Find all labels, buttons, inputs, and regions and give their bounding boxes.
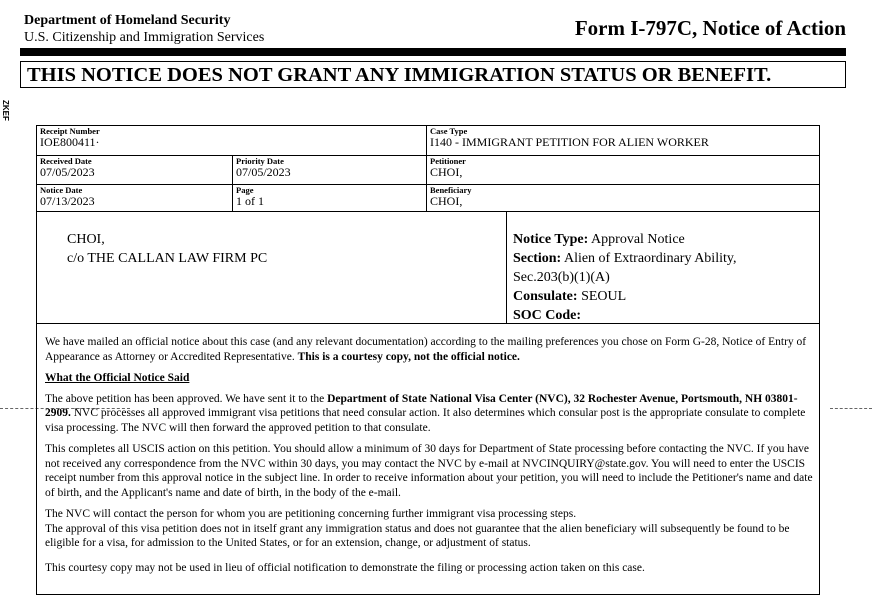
beneficiary-value: CHOI,: [430, 194, 463, 208]
form-title: Form I-797C, Notice of Action: [574, 16, 846, 40]
page-label: Page: [236, 185, 254, 195]
notice-info: [513, 230, 736, 325]
soc-code-label: SOC Code:: [513, 308, 582, 323]
paragraph-mailing: [45, 335, 813, 364]
header-rule: [20, 48, 846, 56]
side-mark: ZKEF: [1, 100, 10, 121]
received-date-label: Received Date: [40, 156, 92, 166]
paragraph-courtesy-copy: This courtesy copy may not be used in lieu of official notification to demonstrate the filing or processing action taken on this case.: [45, 561, 645, 574]
petitioner-label: Petitioner: [430, 156, 466, 166]
notice-date-label: Notice Date: [40, 185, 83, 195]
case-type-cell: [427, 126, 819, 156]
notice-box: [36, 125, 820, 595]
subagency-name: U.S. Citizenship and Immigration Services: [24, 30, 265, 45]
receipt-number-value: IOE800411·: [40, 135, 100, 149]
page-cell: [233, 185, 427, 212]
consulate-label: Consulate:: [513, 289, 578, 304]
paragraph-mailing-text: We have mailed an official notice about this case (and any relevant documentation) according to the mailing preferences you chose on Form G-28, Notice of Entry of Appearance as Attorney or Accredited Representative.: [45, 336, 807, 363]
paragraph-uscis-action: This completes all USCIS action on this petition. You should allow a minimum of 30 days for Department of State processing before contacting the NVC. If you have not received any correspondence from the NVC within 30 days, you may contact the NVC by e-mail at NVCINQUIRY@state.gov. You will need to enter the USCIS receipt number from this approval notice in the subject line. In order to receive information about your petition, you will need to include the Petitioner's name and date of birth, and the Applicant's name and date of birth, in the body of the e-mail.: [45, 443, 813, 499]
petitioner-cell: [427, 156, 819, 185]
section-value-2: Sec.203(b)(1)(A): [513, 270, 610, 285]
notice-date-cell: [37, 185, 233, 212]
beneficiary-cell: [427, 185, 819, 212]
section-heading: What the Official Notice Said: [45, 372, 190, 384]
section-label: Section:: [513, 251, 562, 266]
paragraph-approval: [45, 392, 813, 436]
courtesy-copy-note: This is a courtesy copy, not the official notice.: [297, 350, 520, 363]
notice-type-value: Approval Notice: [591, 232, 685, 247]
receipt-number-label: Receipt Number: [40, 126, 100, 136]
petitioner-value: CHOI,: [430, 165, 463, 179]
warning-banner: THIS NOTICE DOES NOT GRANT ANY IMMIGRATION STATUS OR BENEFIT.: [20, 61, 846, 88]
fold-line-right: [830, 408, 872, 409]
address-line-2: c/o THE CALLAN LAW FIRM PC: [67, 251, 268, 266]
mailing-address: [67, 230, 267, 268]
received-date-cell: [37, 156, 233, 185]
beneficiary-label: Beneficiary: [430, 185, 472, 195]
priority-date-cell: [233, 156, 427, 185]
case-type-value: I140 - IMMIGRANT PETITION FOR ALIEN WORKER: [430, 135, 709, 149]
address-cell: [37, 212, 507, 324]
notice-type-label: Notice Type:: [513, 232, 589, 247]
case-type-label: Case Type: [430, 126, 468, 136]
paragraph-disclaimer: The approval of this visa petition does not in itself grant any immigration status and does not guarantee that the alien beneficiary will subsequently be found to be eligible for a visa, for admission to the United States, or for an extension, change, or adjustment of status.: [45, 522, 790, 549]
paragraph-approval-text-b: NVC processes all approved immigrant visa petitions that need consular action. It also determines which consular post is the appropriate consulate to complete visa processing. The NVC will then forward the approved petition to that consulate.: [45, 407, 806, 434]
agency-name: Department of Homeland Security: [24, 13, 231, 28]
paragraph-approval-text-a: The above petition has been approved. We have sent it to the: [45, 392, 325, 405]
consulate-value: SEOUL: [581, 289, 627, 304]
priority-date-value: 07/05/2023: [236, 165, 291, 179]
notice-body: [45, 335, 813, 582]
agency-header: [24, 12, 264, 46]
nvc-address: Department of State National Visa Center (NVC), 32 Rochester Avenue, Portsmouth, NH 03801-2909.: [45, 392, 798, 419]
received-date-value: 07/05/2023: [40, 165, 95, 179]
address-line-1: CHOI,: [67, 232, 105, 247]
receipt-number-cell: [37, 126, 427, 156]
page-value: 1 of 1: [236, 194, 264, 208]
priority-date-label: Priority Date: [236, 156, 284, 166]
paragraph-nvc-contact: The NVC will contact the person for whom you are petitioning concerning further immigrant visa processing steps.: [45, 508, 577, 520]
section-value: Alien of Extraordinary Ability,: [563, 251, 737, 266]
notice-date-value: 07/13/2023: [40, 194, 95, 208]
